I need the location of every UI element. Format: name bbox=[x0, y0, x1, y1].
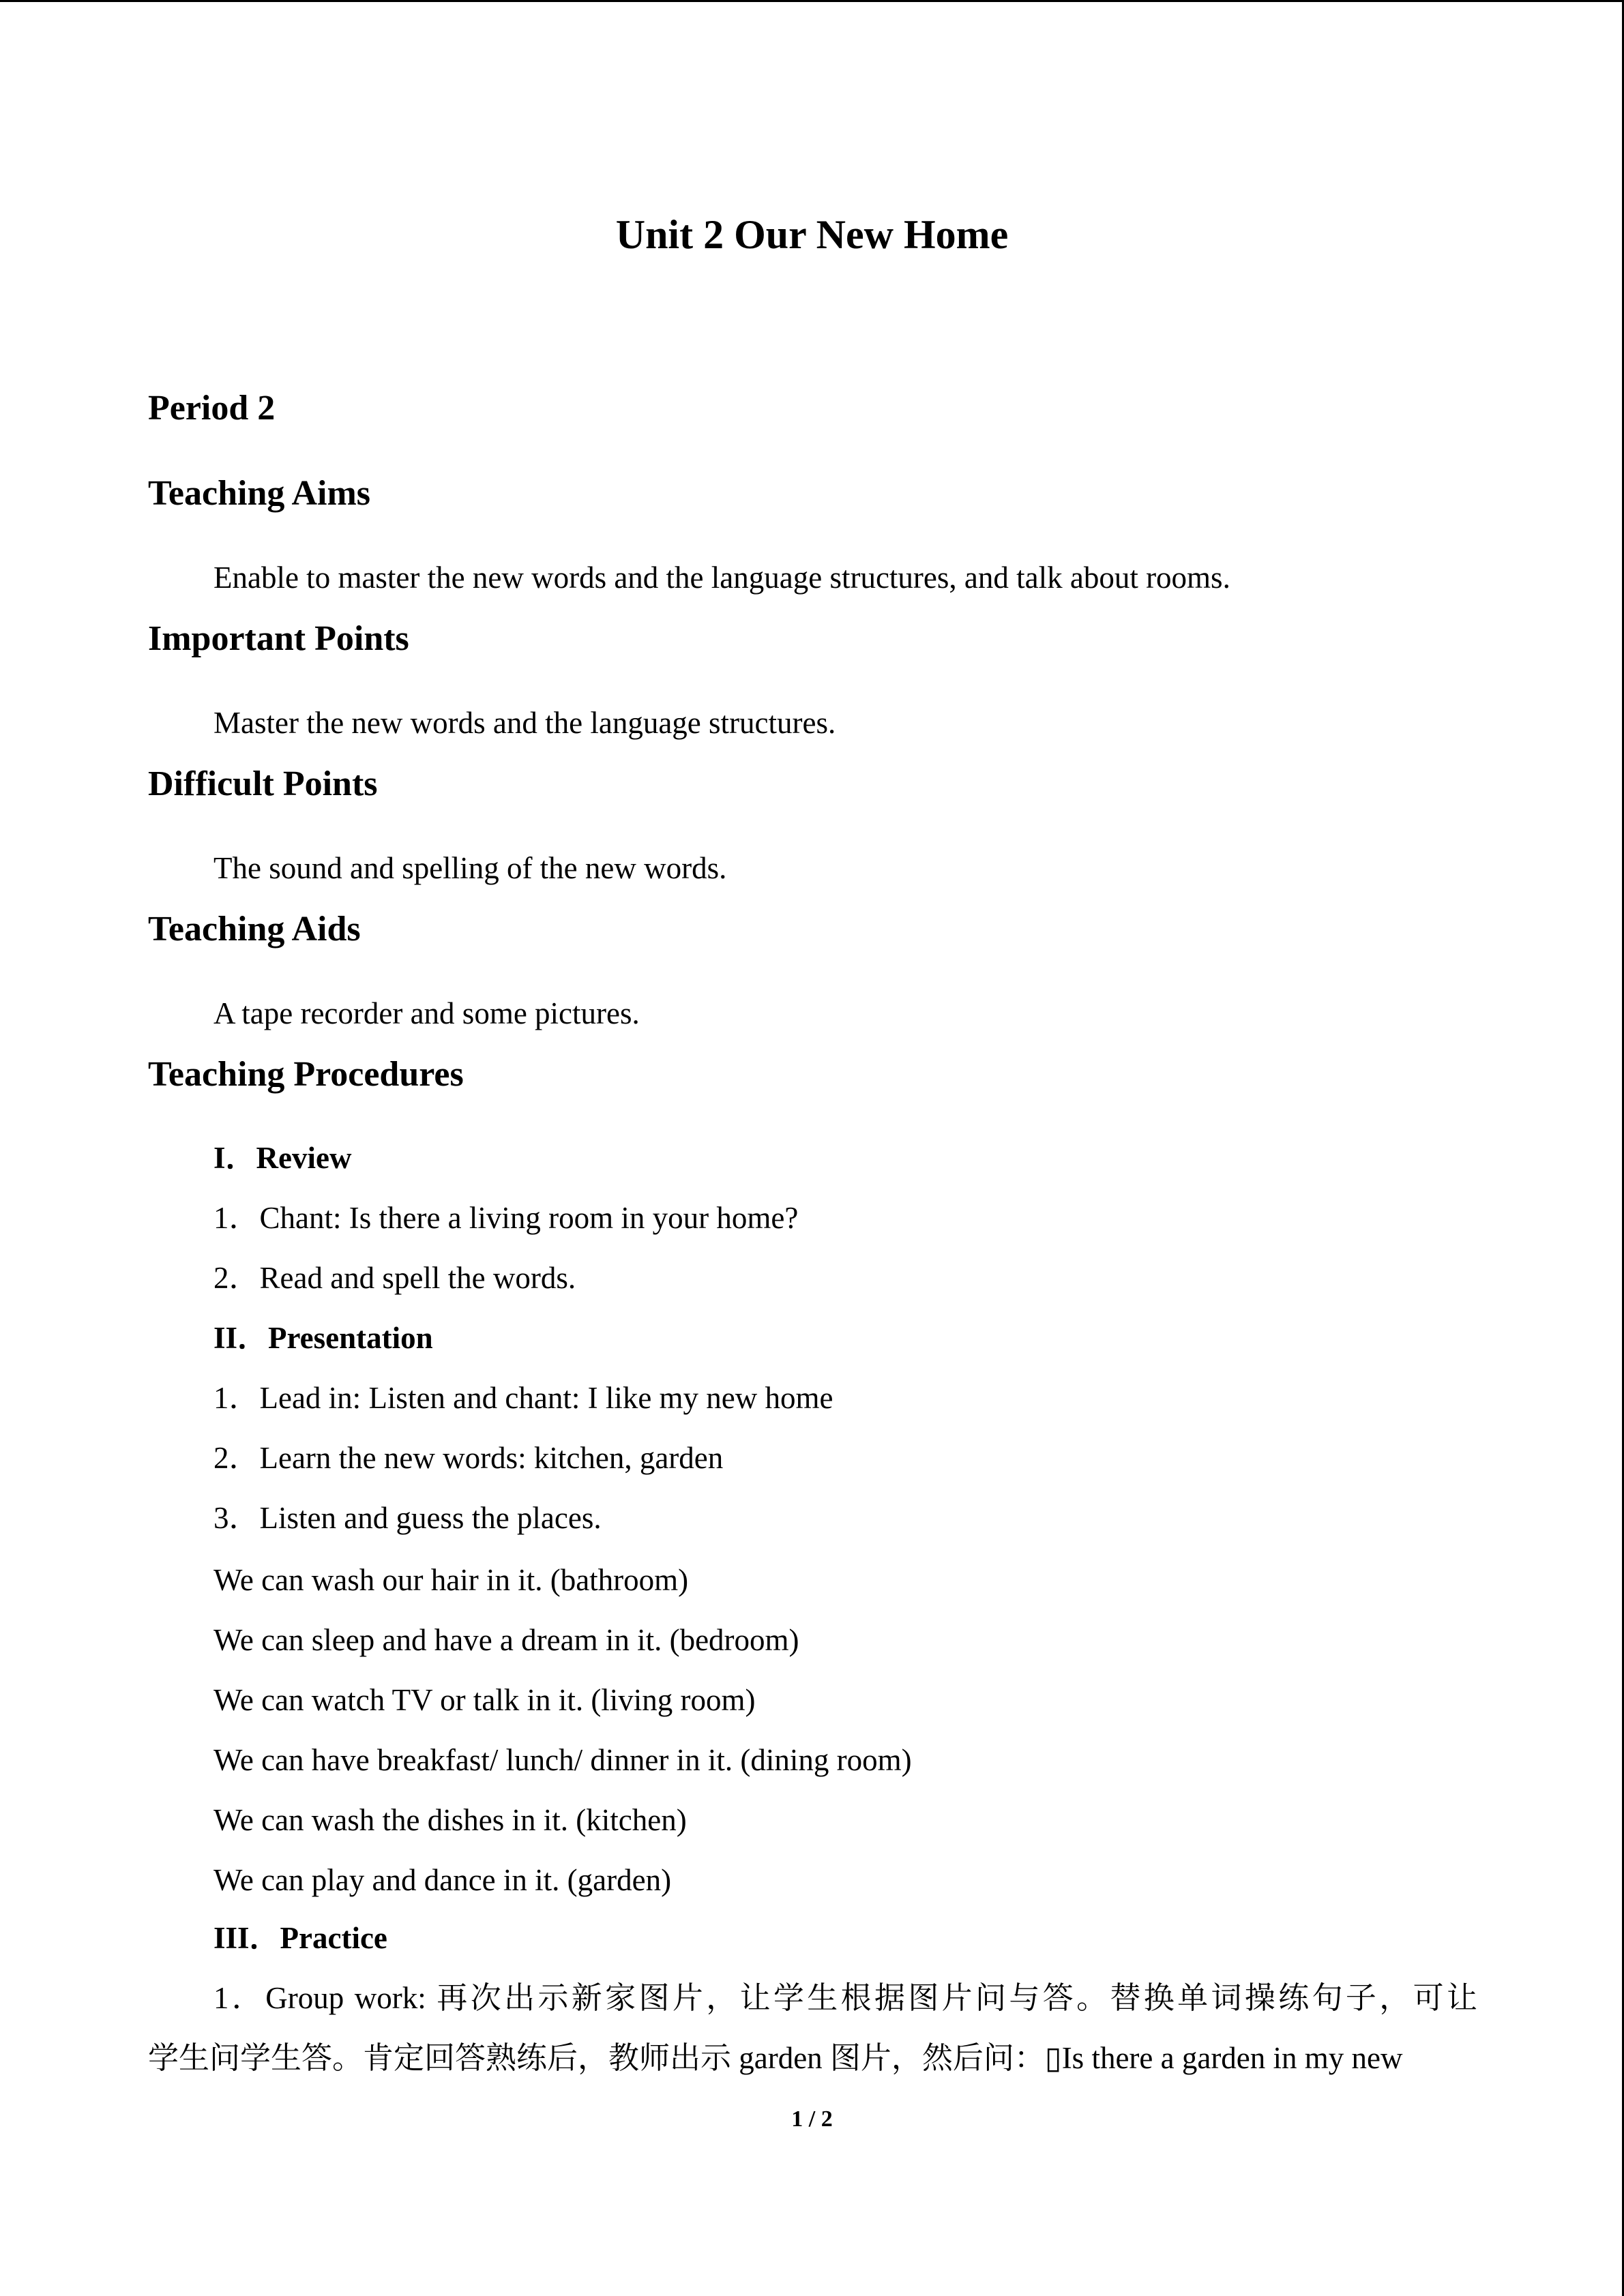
presentation-heading: II．Presentation bbox=[213, 1321, 433, 1355]
guess-line: We can watch TV or talk in it. (living room) bbox=[213, 1683, 756, 1717]
teaching-aids-heading: Teaching Aids bbox=[148, 910, 361, 949]
teaching-aims-heading: Teaching Aims bbox=[148, 474, 371, 513]
guess-line: We can sleep and have a dream in it. (bedroom) bbox=[213, 1623, 799, 1657]
review-item: 2．Read and spell the words. bbox=[213, 1261, 576, 1295]
teaching-procedures-heading: Teaching Procedures bbox=[148, 1055, 464, 1094]
important-points-text: Master the new words and the language structures. bbox=[213, 706, 836, 740]
guess-line: We can wash the dishes in it. (kitchen) bbox=[213, 1803, 687, 1837]
review-heading: I．Review bbox=[213, 1141, 352, 1175]
teaching-aims-text: Enable to master the new words and the language structures, and talk about rooms. bbox=[213, 561, 1230, 595]
important-points-heading: Important Points bbox=[148, 619, 409, 658]
teaching-aids-text: A tape recorder and some pictures. bbox=[213, 996, 640, 1030]
practice-line-1: 1．Group work: 再次出示新家图片，让学生根据图片问与答。替换单词操练句子，可让 bbox=[213, 1981, 1477, 2015]
page-top-border bbox=[0, 0, 1624, 2]
guess-line: We can wash our hair in it. (bathroom) bbox=[213, 1563, 689, 1597]
difficult-points-text: The sound and spelling of the new words. bbox=[213, 851, 727, 885]
page-number: 1 / 2 bbox=[791, 2106, 833, 2132]
period-heading: Period 2 bbox=[148, 389, 276, 428]
difficult-points-heading: Difficult Points bbox=[148, 764, 378, 803]
presentation-item: 1．Lead in: Listen and chant: I like my new home bbox=[213, 1381, 833, 1415]
document-title: Unit 2 Our New Home bbox=[615, 212, 1009, 257]
guess-line: We can play and dance in it. (garden) bbox=[213, 1863, 672, 1897]
presentation-item: 3．Listen and guess the places. bbox=[213, 1501, 602, 1535]
presentation-item: 2．Learn the new words: kitchen, garden bbox=[213, 1441, 724, 1475]
review-item: 1．Chant: Is there a living room in your home? bbox=[213, 1201, 799, 1235]
guess-line: We can have breakfast/ lunch/ dinner in it. (dining room) bbox=[213, 1743, 912, 1777]
practice-heading: III．Practice bbox=[213, 1921, 387, 1955]
practice-line-2: 学生问学生答。肯定回答熟练后，教师出示 garden 图片，然后问：▯Is there a garden in my new bbox=[148, 2041, 1403, 2075]
